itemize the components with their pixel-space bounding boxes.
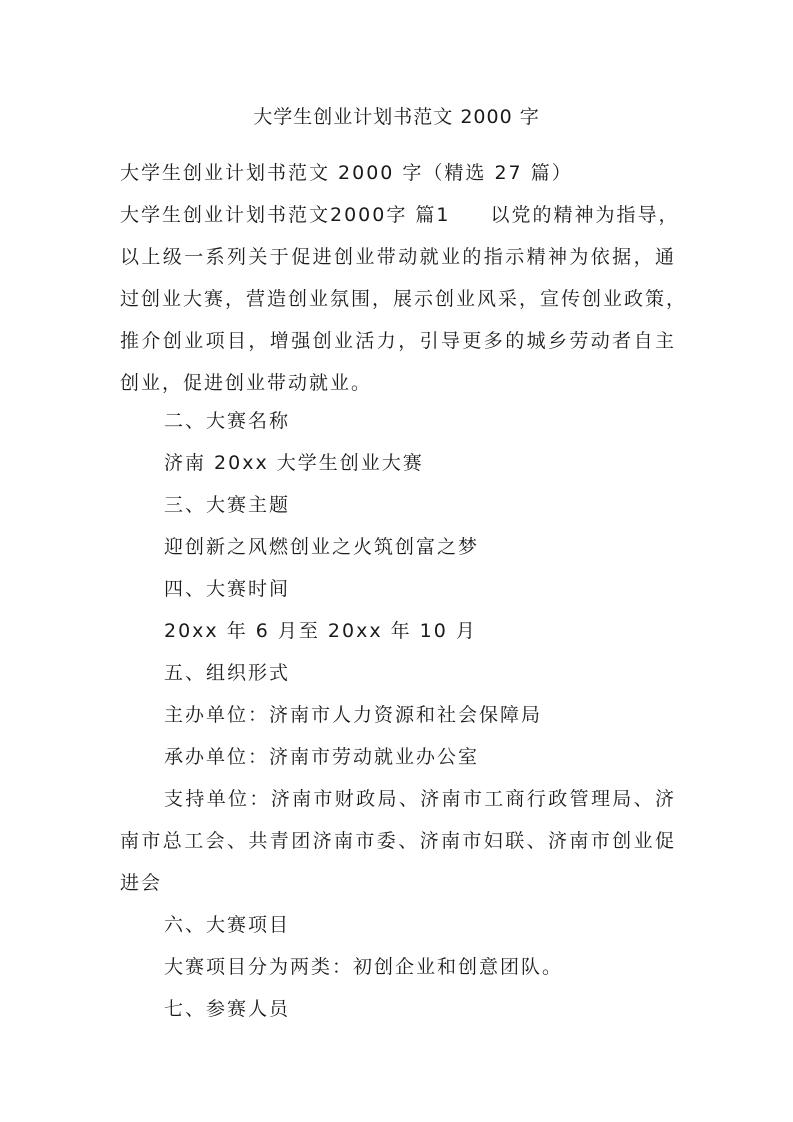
section-4-heading: 四、大赛时间 <box>164 578 291 600</box>
section-2-text: 济南 20xx 大学生创业大赛 <box>164 452 424 474</box>
section-6-heading: 六、大赛项目 <box>164 914 291 936</box>
paragraph-1-line-5: 创业，促进创业带动就业。 <box>120 372 373 394</box>
section-5-organizer: 承办单位：济南市劳动就业办公室 <box>164 746 480 768</box>
section-7-heading: 七、参赛人员 <box>164 998 291 1020</box>
paragraph-1-line-3: 过创业大赛，营造创业氛围，展示创业风采，宣传创业政策， <box>120 288 688 310</box>
paragraph-1-line-2: 以上级一系列关于促进创业带动就业的指示精神为依据，通 <box>120 246 676 268</box>
sections-block <box>120 400 676 1030</box>
paragraph-1-line-1-text: 以党的精神为指导， <box>490 204 680 226</box>
section-3-heading: 三、大赛主题 <box>164 494 291 516</box>
paragraph-1-line-4: 推介创业项目，增强创业活力，引导更多的城乡劳动者自主 <box>120 330 676 352</box>
document-subtitle: 大学生创业计划书范文 2000 字（精选 27 篇） <box>120 162 573 184</box>
document-title: 大学生创业计划书范文 2000 字 <box>253 106 540 128</box>
section-5-support-line-1: 支持单位：济南市财政局、济南市工商行政管理局、济 <box>164 788 676 810</box>
section-4-text: 20xx 年 6 月至 20xx 年 10 月 <box>164 620 477 642</box>
paragraph-1 <box>120 194 688 404</box>
subtitle-block <box>120 152 676 194</box>
section-2-heading: 二、大赛名称 <box>164 410 291 432</box>
section-6-text: 大赛项目分为两类：初创企业和创意团队。 <box>164 956 564 978</box>
section-5-heading: 五、组织形式 <box>164 662 291 684</box>
section-5-host: 主办单位：济南市人力资源和社会保障局 <box>164 704 543 726</box>
paragraph-1-line-1 <box>120 194 680 236</box>
section-5-support-line-3: 进会 <box>120 872 163 894</box>
paragraph-1-lead: 大学生创业计划书范文2000字 篇1 <box>120 204 451 226</box>
section-3-text: 迎创新之风燃创业之火筑创富之梦 <box>164 536 480 558</box>
section-5-support-line-2: 南市总工会、共青团济南市委、济南市妇联、济南市创业促 <box>120 830 676 852</box>
